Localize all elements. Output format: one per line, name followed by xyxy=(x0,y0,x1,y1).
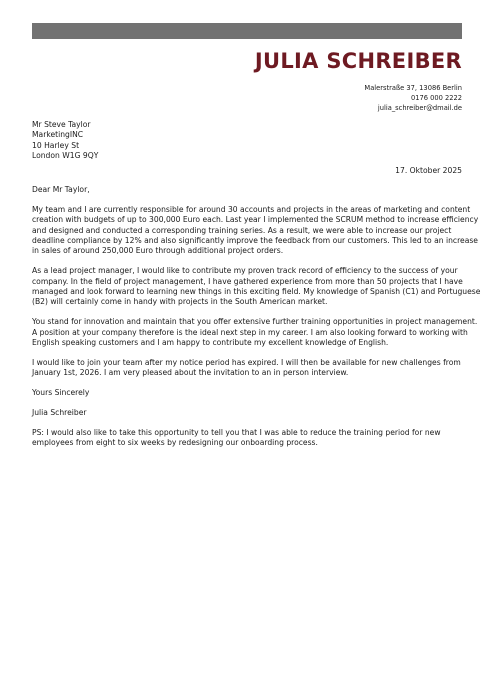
paragraph-3 xyxy=(32,317,478,348)
paragraph-line: and designed and conducted a corresponding training series. As a result, we were able to increase our project xyxy=(32,225,452,235)
letter-body xyxy=(32,185,481,458)
recipient-city: London W1G 9QY xyxy=(32,150,99,160)
salutation: Dear Mr Taylor, xyxy=(32,185,90,194)
sender-phone: 0176 000 2222 xyxy=(410,93,462,102)
signature: Julia Schreiber xyxy=(32,407,87,417)
paragraph-line: in sales of around 250,000 Euro through additional project orders. xyxy=(32,246,284,256)
paragraph-line: A position at your company therefore is the ideal next step in my career. I am also looking forward to working with xyxy=(32,327,468,337)
header-bar xyxy=(32,23,462,39)
recipient-block xyxy=(32,120,98,161)
postscript-line: PS: I would also like to take this opportunity to tell you that I was able to reduce the training period for new xyxy=(32,427,441,437)
paragraph-line: deadline compliance by 12% and also significantly improve the feedback from our customers. This led to an increase xyxy=(32,236,478,246)
paragraph-line: creation with budgets of up to 300,000 Euro each. Last year I implemented the SCRUM method to increase efficiency xyxy=(32,215,479,225)
paragraph-line: You stand for innovation and maintain that you offer extensive further training opportunities in project management. xyxy=(32,317,478,327)
recipient-street: 10 Harley St xyxy=(32,140,80,150)
postscript xyxy=(32,428,462,449)
recipient-company: MarketingINC xyxy=(32,130,84,140)
paragraph-2 xyxy=(32,266,481,308)
paragraph-line: My team and I are currently responsible for around 30 accounts and projects in the areas of marketing and content xyxy=(32,204,471,214)
paragraph-line: (B2) will certainly come in handy with projects in the South American market. xyxy=(32,297,328,307)
paragraph-line: I would like to join your team after my notice period has expired. I will then be available for new challenges from xyxy=(32,357,461,367)
paragraph-line: January 1st, 2026. I am very pleased about the invitation to an in person interview. xyxy=(32,368,349,378)
sender-contact xyxy=(364,84,462,113)
postscript-line: employees from eight to six weeks by redesigning our onboarding process. xyxy=(32,438,318,448)
sender-name: JULIA SCHREIBER xyxy=(254,49,462,73)
paragraph-1 xyxy=(32,204,479,257)
paragraph-line: company. In the field of project management, I have gathered experience from more than 50 projects that I have xyxy=(32,276,463,286)
paragraph-line: managed and look forward to learning new things in this exciting field. My knowledge of Spanish (C1) and Portuguese xyxy=(32,287,481,297)
paragraph-line: English speaking customers and I am happy to contribute my excellent knowledge of English. xyxy=(32,338,389,348)
sender-address: Malerstraße 37, 13086 Berlin xyxy=(364,84,462,92)
closing: Yours Sincerely xyxy=(32,388,90,398)
paragraph-4 xyxy=(32,358,462,379)
paragraph-line: As a lead project manager, I would like to contribute my proven track record of efficiency to the success of your xyxy=(32,266,458,276)
sender-email: julia_schreiber@dmail.de xyxy=(377,103,462,112)
letter-date: 17. Oktober 2025 xyxy=(395,166,462,175)
recipient-name: Mr Steve Taylor xyxy=(32,120,91,129)
